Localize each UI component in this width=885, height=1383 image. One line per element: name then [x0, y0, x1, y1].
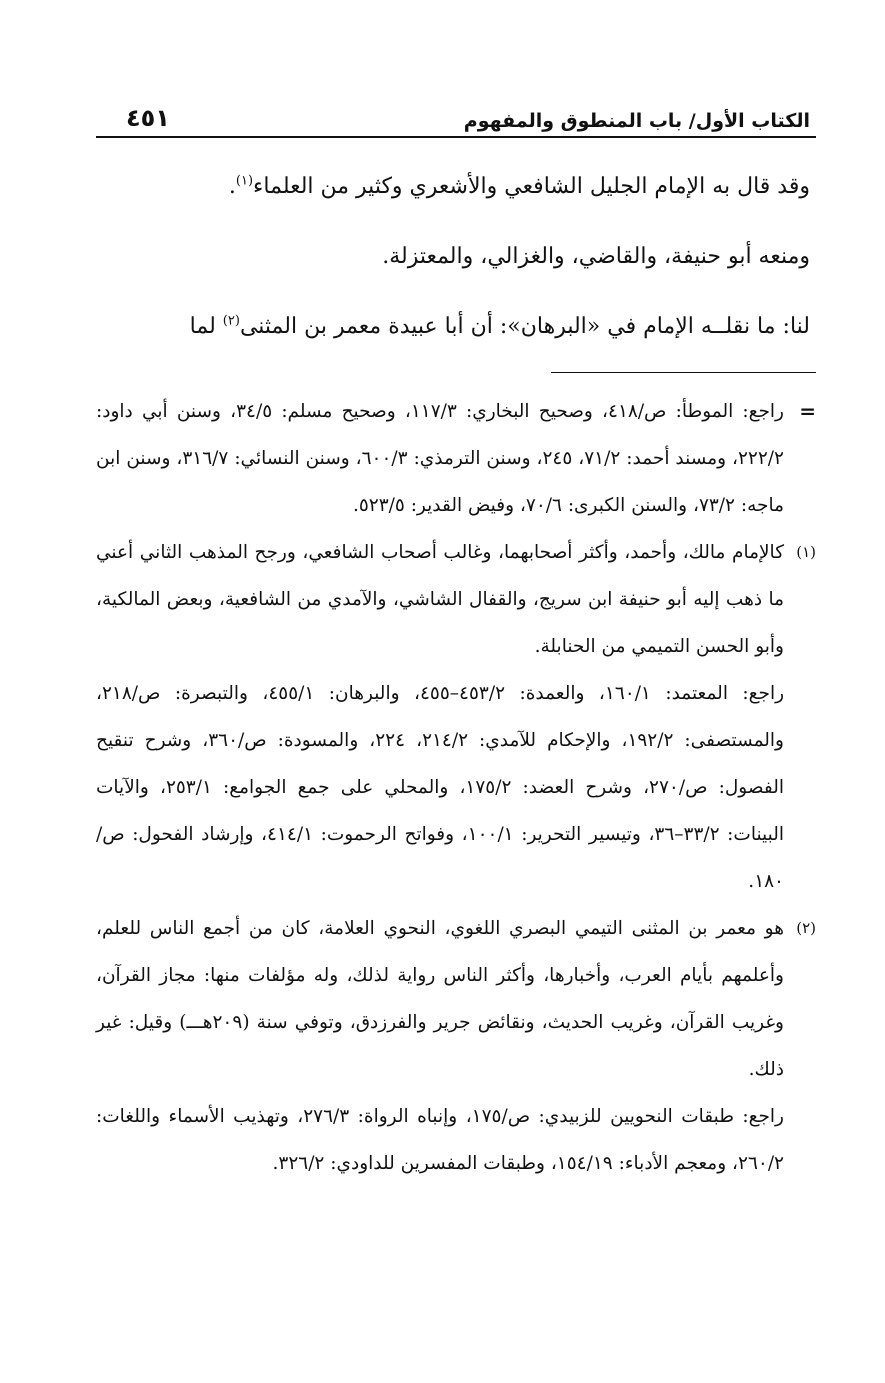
- paragraph-3: لنا: ما نقلــه الإمام في «البرهان»: أن أبا عبيدة معمر بن المثنى$^{(٢)}$ لما: [189, 313, 810, 339]
- page-header: [96, 92, 816, 138]
- footnote-1: [96, 529, 816, 905]
- continuation-text: راجع: الموطأ: ص/٤١٨، وصحيح البخاري: ١١٧/٣، وصحيح مسلم: ٣٤/٥، وسنن أبي داود: ٢٢٢/٢، ومسند أحمد: ٧١/٢، ٢٤٥، وسنن الترمذي: ٦٠٠/٣، وسنن النسائي: ٣١٦/٧، وسنن ابن ماجه: ٧٣/٢، والسنن الكبرى: ٧٠/٦، وفيض القدير: ٥٢٣/٥.: [96, 401, 784, 516]
- page-number: ٤٥١: [126, 104, 170, 132]
- continuation-marker: =: [799, 399, 816, 423]
- footnote-continuation: [96, 388, 816, 529]
- footnote-ref-2: (٢): [222, 313, 240, 329]
- footnote-2: [96, 905, 816, 1187]
- footnote-2-marker: (٢): [796, 919, 816, 937]
- main-text: [96, 152, 816, 362]
- paragraph-2: ومنعه أبو حنيفة، والقاضي، والغزالي، والمعتزلة.: [382, 244, 810, 269]
- footnote-2-text: هو معمر بن المثنى التيمي البصري اللغوي، النحوي العلامة، كان من أجمع الناس للعلم، وأعلمهم بأيام العرب، وأخبارها، وأكثر الناس رواية لذلك، وله مؤلفات منها: مجاز القرآن، وغريب القرآن، وغريب الحديث، ونقائض جرير والفرزدق، وتوفي سنة (٢٠٩هـــ) وقيل: غير ذلك.: [96, 918, 784, 1080]
- running-title: الكتاب الأول/ باب المنطوق والمفهوم: [463, 110, 810, 132]
- footnote-separator: [96, 362, 816, 378]
- paragraph-1: وقد قال به الإمام الجليل الشافعي والأشعري وكثير من العلماء$^{(١)}$.: [228, 173, 810, 199]
- footnote-2-references: راجع: طبقات النحويين للزبيدي: ص/١٧٥، وإنباه الرواة: ٢٧٦/٣، وتهذيب الأسماء واللغات: ٢٦٠/٢، ومعجم الأدباء: ١٥٤/١٩، وطبقات المفسرين للداودي: ٣٢٦/٢.: [96, 1106, 784, 1174]
- footnote-1-text: كالإمام مالك، وأحمد، وأكثر أصحابهما، وغالب أصحاب الشافعي، ورجح المذهب الثاني أعني ما ذهب إليه أبو حنيفة ابن سريج، والقفال الشاشي، والآمدي من الشافعية، وبعض المالكية، وأبو الحسن التميمي من الحنابلة.: [96, 542, 784, 657]
- footnote-1-references: راجع: المعتمد: ١٦٠/١، والعمدة: ٤٥٣/٢–٤٥٥، والبرهان: ٤٥٥/١، والتبصرة: ص/٢١٨، والمستصفى: ١٩٢/٢، والإحكام للآمدي: ٢١٤/٢، ٢٢٤، والمسودة: ص/٣٦٠، وشرح تنقيح الفصول: ص/٢٧٠، وشرح العضد: ١٧٥/٢، والمحلي على جمع الجوامع: ٢٥٣/١، والآيات البينات: ٣٣/٢–٣٦، وتيسير التحرير: ١٠٠/١، وفواتح الرحموت: ٤١٤/١، وإرشاد الفحول: ص/١٨٠.: [96, 683, 785, 892]
- footnotes: [96, 388, 816, 1187]
- footnote-ref-1: (١): [235, 173, 254, 189]
- separator-line: [551, 372, 816, 373]
- book-page: [96, 92, 816, 1187]
- footnote-1-marker: (١): [796, 543, 816, 561]
